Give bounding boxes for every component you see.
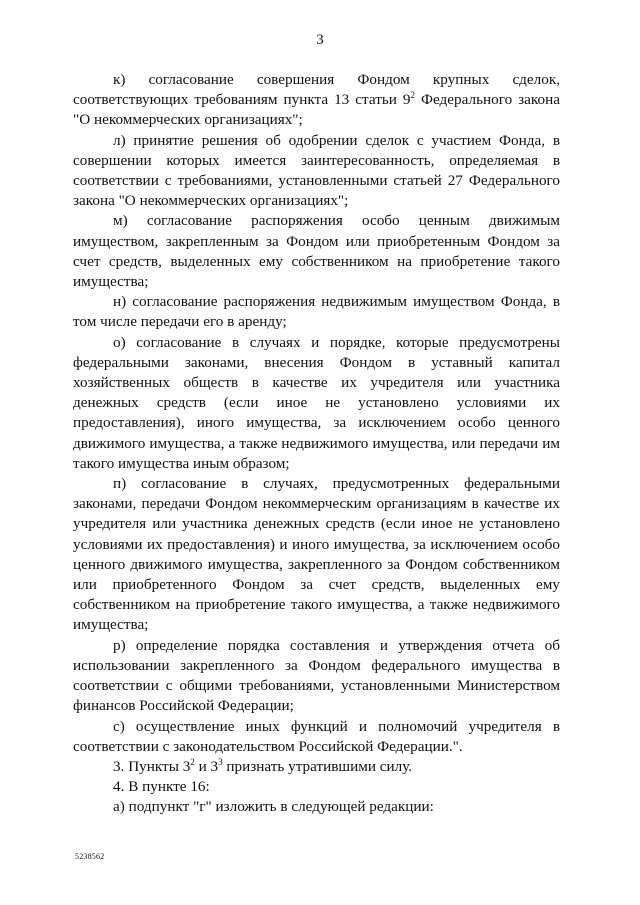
page-number: 3 bbox=[316, 32, 324, 48]
document-body bbox=[73, 70, 560, 818]
paragraph-k-tail: Федерального закона "О некоммерческих организациях"; bbox=[73, 91, 560, 129]
item-4a: а) подпункт "г" изложить в следующей редакции: bbox=[113, 798, 434, 816]
item-4: 4. В пункте 16: bbox=[113, 778, 210, 796]
paragraph-l: л) принятие решения об одобрении сделок с участием Фонда, в совершении которых имеется заинтересованность, определяемая в соответствии с требованиями, установленными статьей 27 Федерального закона "О некоммерческих организациях"; bbox=[73, 131, 560, 210]
paragraph-k-superscript: 2 bbox=[410, 90, 415, 101]
paragraph-r: р) определение порядка составления и утверждения отчета об использовании закрепленного за Фондом федерального имущества в соответствии с общими требованиями, установленными Министерством финансов Российской Федерации; bbox=[73, 636, 560, 715]
paragraph-m: м) согласование распоряжения особо ценным движимым имуществом, закрепленным за Фондом или приобретенным Фондом за счет средств, выделенных ему собственником на приобретение такого имущества; bbox=[73, 212, 560, 291]
item-3 bbox=[73, 757, 560, 777]
paragraph-k-text: к) согласование совершения Фондом крупных сделок, соответствующих требованиям пункта 13 статьи 9 bbox=[73, 71, 560, 109]
paragraph-o: о) согласование в случаях и порядке, которые предусмотрены федеральными законами, внесения Фондом в уставный капитал хозяйственных обществ в качестве их учредителя или участника денежных средств (если иное не установлено условиями их предоставления), иного имущества, за исключением особо ценного движимого имущества, а также недвижимого имущества, или передачи им такого имущества иным образом; bbox=[73, 333, 560, 472]
item-3-superscript-2: 3 bbox=[218, 756, 223, 767]
paragraph-p: п) согласование в случаях, предусмотренных федеральными законами, передачи Фондом некоммерческим организациям в качестве их учредителя или участника денежных средств (если иное не установлено условиями их предоставления) и иного имущества, за исключением особо ценного движимого имущества, закрепленного за Фондом собственником или приобретенного Фондом за счет средств, выделенных ему собственником на приобретение такого имущества, а также недвижимого имущества; bbox=[73, 475, 560, 634]
item-3-part-c: признать утратившими силу. bbox=[222, 757, 413, 775]
paragraph-n: н) согласование распоряжения недвижимым имуществом Фонда, в том числе передачи его в аренду; bbox=[73, 293, 560, 331]
item-3-superscript-1: 2 bbox=[190, 756, 195, 767]
paragraph-s: с) осуществление иных функций и полномочий учредителя в соответствии с законодательством Российской Федерации.". bbox=[73, 717, 560, 755]
item-3-part-b: и 3 bbox=[194, 757, 219, 775]
document-code: 5238562 bbox=[75, 852, 105, 861]
item-3-part-a: 3. Пункты 3 bbox=[113, 757, 191, 775]
paragraph-k bbox=[73, 70, 560, 131]
